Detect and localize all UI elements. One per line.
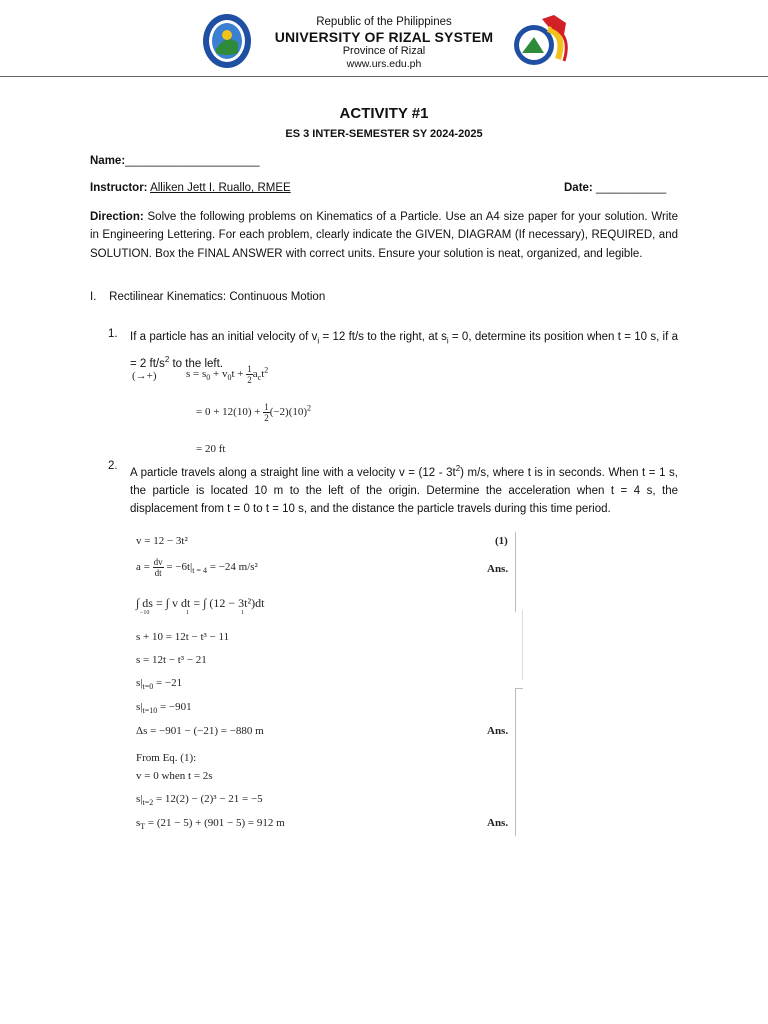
date-field <box>564 182 666 194</box>
p2-eq-acceleration: a = $\frac{dv}{dt}$ = $-6t|_{t = 4} = -24$ m/s² <box>136 557 258 578</box>
problem-1-answer: = 20 ft <box>196 443 226 455</box>
p2-from-eq: From Eq. (1): <box>136 752 197 764</box>
p2-eq-velocity: v = 12 − 3t² <box>136 535 188 547</box>
activity-subtitle: ES 3 INTER-SEMESTER SY 2024-2025 <box>285 128 483 140</box>
direction-paragraph <box>90 208 678 263</box>
instructor-field <box>90 182 291 194</box>
section-heading: I. Rectilinear Kinematics: Continuous Motion <box>90 291 326 303</box>
p2-eq-v-zero: v = 0 when t = 2s <box>136 770 213 782</box>
problem-1-equation-2: = 0 + 12(10) + $\frac{1}{2}$ $(-2)(10)^2$ <box>196 402 312 423</box>
p2-eq-total-distance: $s_T = (21 - 5) + (901 - 5) = 912$ m <box>136 817 285 832</box>
website-line: www.urs.edu.ph <box>346 58 422 70</box>
activity-title: ACTIVITY #1 <box>339 105 429 122</box>
scan-border <box>515 532 516 612</box>
instructor-label: Instructor: <box>90 182 148 194</box>
scan-border <box>515 688 523 689</box>
p2-eq-s2: $s|_{t=2} = 12(2) - (2)^3 - 21 = -5$ <box>136 793 263 808</box>
p2-eq-displacement: Δs = −901 − (−21) = −880 m <box>136 725 264 737</box>
letterhead <box>0 15 768 71</box>
header-divider <box>0 76 768 77</box>
instructor-value: Alliken Jett I. Ruallo, RMEE <box>150 182 291 194</box>
p2-ans-2: Ans. <box>487 725 509 737</box>
university-name: UNIVERSITY OF RIZAL SYSTEM <box>274 29 494 45</box>
problem-1-direction: (→+) <box>132 370 157 382</box>
p2-eq-tag: (1) <box>495 535 508 547</box>
p2-eq-position-simplified: s = 12t − t³ − 21 <box>136 654 207 666</box>
name-field <box>90 155 259 167</box>
direction-text: Solve the following problems on Kinematics of a Particle. Use an A4 size paper for your solution. Write in Engineering Lettering. For each problem, clearly indicate the GIVEN, DIAGRAM (If necessary), REQUIRED, and SOLUTION. Box the FINAL ANSWER with correct units. Ensure your solution is neat, organized, and legible. <box>90 211 678 260</box>
problem-2-number: 2. <box>108 460 118 472</box>
problem-1-number: 1. <box>108 328 118 340</box>
problem-2-text: A particle travels along a straight line with a velocity $v = (12 - 3t^2)$ m/s, where t is in seconds. When t = 1 s, the particle is located 10 m to the left of the origin. Determine the acceleration when t = 4 s, the displacement from t = 0 to t = 10 s, and the distance the particle travels during this time period. <box>130 464 678 516</box>
p2-ans-1: Ans. <box>487 563 509 575</box>
problem-1-equation-1: $s = s_0 + v_0t$ + $\frac{1}{2}$ $a_ct^2$ <box>186 364 269 385</box>
p2-eq-integral: ∫ ds = ∫ v dt = ∫ (12 − 3t²)dt <box>136 596 265 610</box>
direction-label: Direction: <box>90 211 144 223</box>
scan-border <box>515 688 516 836</box>
fraction: $\frac{1}{2}$ <box>247 364 252 385</box>
republic-line: Republic of the Philippines <box>316 16 452 28</box>
p2-eq-s10: $s|_{t=10} = -901$ <box>136 701 192 716</box>
province-line: Province of Rizal <box>342 45 426 57</box>
p2-limit: −10 <box>140 610 150 616</box>
p2-eq-s0: $s|_{t=0} = -21$ <box>136 677 183 692</box>
date-blank: ___________ <box>595 182 667 194</box>
p2-eq-position: s + 10 = 12t − t³ − 11 <box>136 631 230 643</box>
name-label: Name: <box>90 155 126 167</box>
p2-limit: 1 <box>241 610 244 616</box>
date-label: Date: <box>564 182 593 194</box>
p2-limit: 1 <box>186 610 189 616</box>
scan-border <box>522 610 523 680</box>
p2-ans-3: Ans. <box>487 817 509 829</box>
problem-1-text: If a particle has an initial velocity of $v_i = 12$ ft/s to the right, at $s_i = 0$, determine its position when t = 10 s, if a = 2 $ft/s^2$ to the left. <box>130 331 678 370</box>
name-blank: _____________________ <box>125 155 260 167</box>
